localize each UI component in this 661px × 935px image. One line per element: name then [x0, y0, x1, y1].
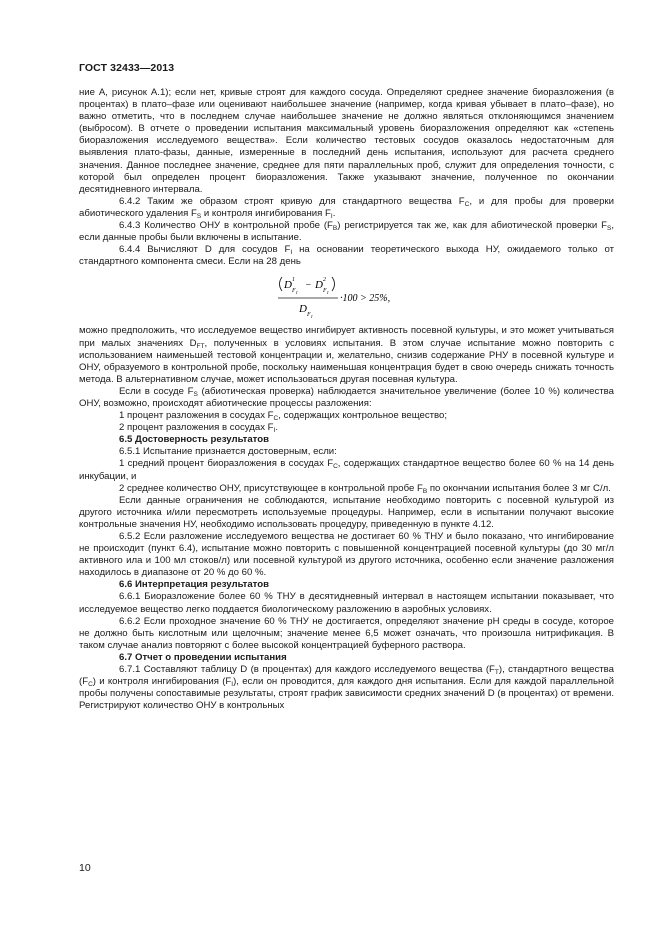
- list-item: [79, 458, 614, 482]
- text: ), если он проводится, для каждого дня испытания. Если для каждой параллельной пробы получены сопоставимые результаты, строят график зависимости средних значений D (в процентах) от времени. Регистрируют количество ОНУ в контрольных: [79, 676, 614, 712]
- paragraph-6-5-2: 6.5.2 Если разложение исследуемого вещества не достигает 60 % ТНУ и было показано, что ингибирование не происходит (пункт 6.4), испытание можно повторить с повышенной концентрацией посевной культуры (до 30 мг/л активного ила и 100 мл стоков/л) или посевной культурой из другого источника, особенно если значение разложения находилось в диапазоне от 20 % до 60 %.: [79, 531, 614, 579]
- text: , если данные пробы были включены в испытание.: [79, 220, 614, 244]
- text: 1 средний процент биоразложения в сосудах F: [119, 458, 334, 470]
- list-item: [79, 422, 614, 434]
- paragraph: [79, 325, 614, 385]
- formula-den-subsub: I: [311, 314, 313, 320]
- text: на основании теоретического выхода НУ, ожидаемого только от стандартного компонента смеси. Если на 28 день: [79, 244, 614, 268]
- text: ) регистрируется так же, как для абиотической проверки F: [337, 220, 607, 232]
- formula-num-d1: D: [284, 279, 292, 292]
- paragraph: ние А, рисунок А.1); если нет, кривые строят для каждого сосуда. Определяют среднее значение биоразложения (в процентах) в плато–фазе или оценивают наибольшее значение (например, когда кривая убывает в плато–фазе), но важно отметить, что в последнем случае наибольшее значение не должно являться отклоняющимся значением (выбросом). В отчете о проведении испытания максимальный уровень биоразложения определяют как «степень биоразложения исследуемого вещества». Если количество тестовых сосудов оказалось недостаточным для выявления плато-фазы, данные, измеренные в последний день испытания, используют для расчета среднего значения. Данное последнее значение, среднее для пяти параллельных проб, служит для определения точности, с которой был определен процент биоразложения. Также указывают значение, полученное по окончании десятидневного интервала.: [79, 87, 614, 195]
- text: и контроля ингибирования F: [201, 207, 331, 219]
- formula-den-sub: F: [307, 312, 311, 319]
- text: по окончании испытания более 3 мг С/л.: [427, 482, 611, 494]
- paragraph-6-6-2: 6.6.2 Если проходное значение 60 % ТНУ не достигается, определяют значение pH среды в сосуде, которое не должно быть кислотным или щелочным; значение менее 6,5 может означать, что произошла нитрификация. В таком случае анализ повторяют с более высокой концентрацией буферного раствора.: [79, 615, 614, 651]
- text: , полученных в условиях испытания. В этом случае испытание можно повторить с использованием наименьшей тестовой концентрации и, желательно, снизив содержание РНУ в посевной культуре и ОНУ, образуемого в контрольной пробе, поскольку наименьшая концентрация будет в свою очередь снижать точность метода. В альтернативном случае, может использоваться другая посевная культура.: [79, 337, 614, 385]
- formula-minus: −: [305, 280, 312, 292]
- paragraph: [79, 386, 614, 410]
- text: , содержащих стандартное вещество более 60 % на 14 день инкубации, и: [79, 458, 614, 482]
- inhibition-formula: [79, 270, 614, 324]
- text: 6.4.2 Таким же образом строят кривую для стандартного вещества F: [119, 195, 465, 207]
- subscript: C: [88, 681, 93, 689]
- subscript: B: [332, 225, 338, 233]
- formula-rhs: ·100 > 25%,: [340, 293, 391, 305]
- text: Если в сосуде F: [119, 385, 194, 397]
- text: ), стандартного вещества (F: [79, 664, 614, 688]
- list-item: [79, 483, 614, 495]
- subscript: T: [494, 669, 499, 677]
- list-item: [79, 410, 614, 422]
- text: (абиотическая проверка) наблюдается значительное увеличение (более 10 %) количества ОНУ, возможно, происходят абиотические процессы разложения:: [79, 385, 614, 409]
- section-heading-6-7: 6.7 Отчет о проведении испытания: [119, 651, 287, 663]
- formula-num-subsub1: I: [296, 290, 298, 296]
- subscript: FT: [196, 342, 205, 350]
- text: , и для пробы для проверки абиотического удаления F: [79, 195, 614, 219]
- paragraph-6-7-1: [79, 664, 614, 712]
- formula-num-subsub2: I: [327, 290, 329, 296]
- text: 2 процент разложения в сосудах F: [119, 422, 274, 434]
- text: ) и контроля ингибирования (F: [92, 676, 232, 688]
- formula-num-d2: D: [315, 279, 323, 292]
- subscript: I: [231, 681, 234, 689]
- subscript: S: [196, 212, 202, 220]
- subscript: I: [290, 249, 293, 257]
- text: 6.7.1 Составляют таблицу D (в процентах) для каждого исследуемого вещества (F: [119, 664, 495, 676]
- paragraph-6-5-1: 6.5.1 Испытание признается достоверным, если:: [119, 446, 337, 458]
- page-number: 10: [79, 862, 91, 874]
- subscript: C: [333, 463, 338, 471]
- formula-num-sup1: 1: [292, 277, 295, 284]
- subscript: I: [330, 212, 333, 220]
- formula-num-sup2: 2: [323, 277, 326, 284]
- subscript: S: [193, 390, 198, 398]
- subscript: I: [273, 427, 276, 435]
- text: можно предположить, что исследуемое вещество ингибирует активность посевной культуры, и это может учитываться при малых значениях D: [79, 325, 614, 349]
- formula-graphic: [274, 270, 434, 324]
- section-heading-6-6: 6.6 Интерпретация результатов: [119, 579, 269, 591]
- document-header: ГОСТ 32433—2013: [79, 62, 175, 74]
- subscript: C: [464, 200, 470, 208]
- paragraph-6-4-3: [79, 220, 614, 244]
- text: , содержащих контрольное вещество;: [278, 410, 447, 422]
- section-heading-6-5: 6.5 Достоверность результатов: [119, 434, 269, 446]
- formula-num-sub2: F: [323, 288, 327, 295]
- text: .: [332, 207, 336, 219]
- text: 6.4.4 Вычисляют D для сосудов F: [119, 244, 291, 256]
- subscript: S: [606, 225, 612, 233]
- formula-num-sub1: F: [292, 288, 296, 295]
- text: 6.4.3 Количество ОНУ в контрольной пробе (F: [119, 220, 333, 232]
- formula-den-d: D: [299, 303, 307, 316]
- text: .: [275, 422, 279, 434]
- paragraph: Если данные ограничения не соблюдаются, испытание необходимо повторить с посевной культурой из другого источника и/или пересмотреть используемые процедуры. Например, если в испытании получают высокие контрольные значения НУ, необходимо использовать процедуру, приведенную в пункте 4.12.: [79, 494, 614, 530]
- text: 1 процент разложения в сосудах F: [119, 410, 274, 422]
- text: 2 среднее количество ОНУ, присутствующее в контрольной пробе F: [119, 482, 423, 494]
- subscript: B: [422, 487, 428, 495]
- paragraph-6-4-2: [79, 196, 614, 220]
- document-body: [79, 87, 614, 712]
- paragraph-6-4-4: [79, 244, 614, 268]
- paragraph-6-6-1: 6.6.1 Биоразложение более 60 % ТНУ в десятидневный интервал в настоящем испытании показывает, что исследуемое вещество легко поддается биологическому разложению в аэробных условиях.: [79, 591, 614, 615]
- subscript: C: [273, 415, 279, 423]
